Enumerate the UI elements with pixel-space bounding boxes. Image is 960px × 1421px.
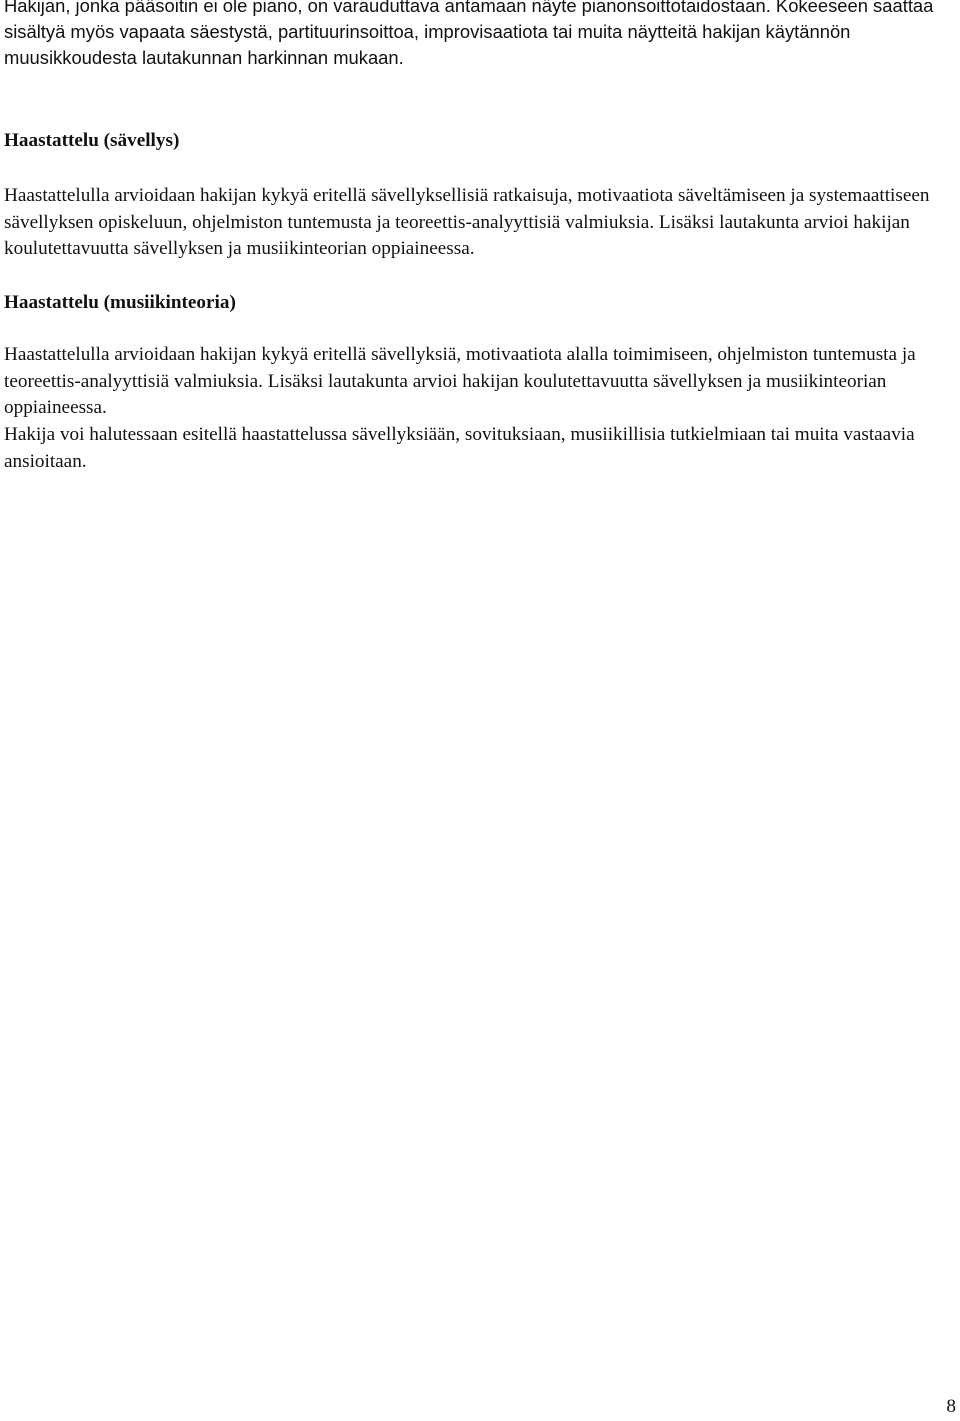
section-extra-musiikinteoria: Hakija voi halutessaan esitellä haastattelussa sävellyksiään, sovituksiaan, musiikillisia tutkielmiaan tai muita vastaavia ansioitaan.	[4, 424, 915, 472]
section-body-savellys: Haastattelulla arvioidaan hakijan kykyä eritellä sävellyksellisiä ratkaisuja, motivaatiota säveltämiseen ja systemaattiseen sävellyksen opiskeluun, ohjelmiston tuntemusta ja teoreettis-analyyttisiä valmiuksia. Lisäksi lautakunta arvioi hakijan koulutettavuutta sävellyksen ja musiikinteorian oppiaineessa.	[4, 185, 930, 259]
page-number: 8	[946, 1396, 956, 1417]
section-heading-musiikinteoria: Haastattelu (musiikinteoria)	[4, 292, 236, 313]
section-heading-savellys: Haastattelu (sävellys)	[4, 130, 180, 151]
intro-paragraph: Hakijan, jonka pääsoitin ei ole piano, on varauduttava antamaan näyte pianonsoittotaidostaan. Kokeeseen saattaa sisältyä myös vapaata säestystä, partituurinsoittoa, improvisaatiota tai muita näytteitä hakijan käytännön muusikkoudesta lautakunnan harkinnan mukaan.	[4, 0, 934, 68]
section-body-musiikinteoria: Haastattelulla arvioidaan hakijan kykyä eritellä sävellyksiä, motivaatiota alalla toimimiseen, ohjelmiston tuntemusta ja teoreettis-analyyttisiä valmiuksia. Lisäksi lautakunta arvioi hakijan koulutettavuutta sävellyksen ja musiikinteorian oppiaineessa.	[4, 344, 916, 418]
